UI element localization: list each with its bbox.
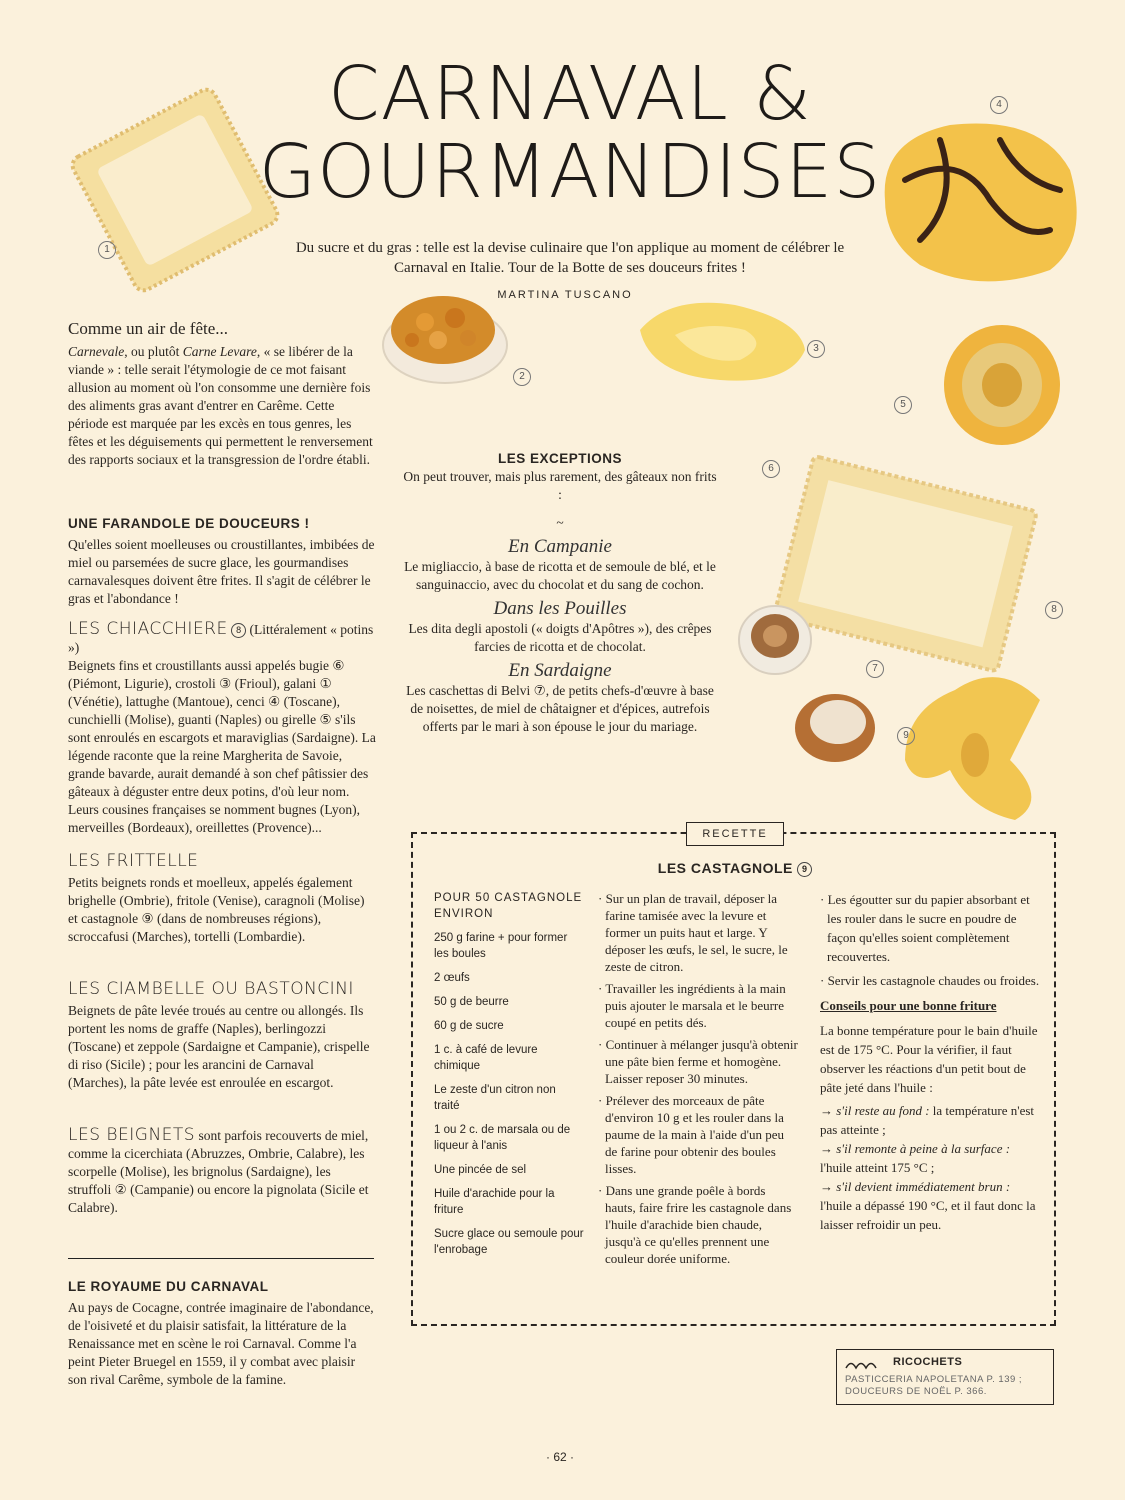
page-number: · 62 · <box>545 1450 574 1464</box>
pic-number-4: 4 <box>990 96 1008 114</box>
royaume-title: LE ROYAUME DU CARNAVAL <box>68 1279 269 1294</box>
section-beignets <box>68 1126 376 1217</box>
farandole-title: UNE FARANDOLE DE DOUCEURS ! <box>68 516 310 531</box>
ingredient: 50 g de beurre <box>434 996 509 1008</box>
conseils-title: Conseils pour une bonne friture <box>820 998 997 1013</box>
divider <box>68 1258 374 1259</box>
pic-number-7: 7 <box>866 660 884 678</box>
pic-number-2: 2 <box>513 368 531 386</box>
recipe-serving: POUR 50 CASTAGNOLE ENVIRON <box>434 892 583 920</box>
pic-number-6: 6 <box>762 460 780 478</box>
ricochet-link: PASTICCERIA NAPOLETANA P. 139 ; <box>845 1374 1023 1385</box>
pastry-caschettas-image <box>739 606 811 674</box>
exceptions-title: LES EXCEPTIONS <box>497 451 623 466</box>
farandole-text: Qu'elles soient moelleuses ou croustillantes, imbibées de miel ou parsemées de sucre glace, les gourmandises carnavalesques doivent être frites. Il s'agit de célébrer le gras et l'abondance ! <box>68 537 375 606</box>
conseil-3: → s'il devient immédiatement brun : l'huile a dépassé 190 °C, et il faut donc la laisser refroidir un peu. <box>820 1179 1036 1232</box>
section-royaume <box>68 1278 376 1389</box>
num-8-icon: 8 <box>231 623 246 638</box>
recipe-step: · Continuer à mélanger jusqu'à obtenir une pâte bien ferme et homogène. Laisser reposer 30 minutes. <box>598 1037 798 1086</box>
ingredient: Le zeste d'un citron non traité <box>434 1084 556 1112</box>
recipe-step: · Prélever des morceaux de pâte d'environ 10 g et les rouler dans la paume de la main à l'aide d'un peu de farine pour obtenir des boules lisses. <box>598 1093 785 1176</box>
beignets-text: sont parfois recouverts de miel, comme la cicerchiata (Abruzzes, Ombrie, Calabre), les scorpelle (Molise), les brignolus (Sardaigne), les struffoli ② (Campanie) ou encore la pignolata (Sicile et Calabre). <box>68 1128 369 1215</box>
section-exceptions <box>400 450 720 736</box>
pastry-castagnole-image <box>795 694 875 762</box>
conseils-text: La bonne température pour le bain d'huile est de 175 °C. Pour la vérifier, il faut observer les réactions d'un petit bout de pâte jeté dans l'huile : <box>820 1023 1038 1095</box>
pastry-struffoli-image <box>383 296 507 383</box>
title-line-1: CARNAVAL & <box>328 51 812 137</box>
ingredient: 2 œufs <box>434 972 470 984</box>
section-farandole <box>68 515 376 608</box>
intro-text: Du sucre et du gras : telle est la devise culinaire que l'on applique au moment de célébrer le Carnaval en Italie. Tour de la Botte de ses douceurs frites ! <box>295 240 845 276</box>
recipe-steps <box>598 890 798 1272</box>
exceptions-tilde: ~ <box>556 515 564 530</box>
section-fete <box>68 320 376 469</box>
ciambelle-title: LES CIAMBELLE OU BASTONCINI <box>68 979 354 999</box>
recipe-step: · Les égoutter sur du papier absorbant et les rouler dans le sucre en poudre de façon qu'elles soient complètement recouvertes. <box>820 892 1030 964</box>
ciambelle-text: Beignets de pâte levée troués au centre ou allongés. Ils portent les noms de graffe (Naples), berlingozzi (Toscane) et zeppole (Sardaigne et Campanie), crispelle di riso (Sicile) ; pour les arancini de Carnaval (Marches), la pâte levée est enroulée en escargot. <box>68 1003 370 1090</box>
ingredient: Huile d'arachide pour la friture <box>434 1188 555 1216</box>
ingredient: Sucre glace ou semoule pour l'enrobage <box>434 1228 584 1256</box>
beignets-title: LES BEIGNETS <box>68 1125 196 1145</box>
section-ciambelle <box>68 980 376 1092</box>
title-line-2: GOURMANDISES <box>258 129 882 215</box>
recipe-title: LES CASTAGNOLE 9 <box>560 860 910 877</box>
fete-text: Carnevale, ou plutôt Carne Levare, « se libérer de la viande » : telle serait l'étymologie de ce mot faisant allusion au moment où l'on consomme une dernière fois des aliments gras avant d'entrer en Carême. Cette période est marquée par les excès en tous genres, les fêtes et les déguisements qui permettent le renversement des rapports sociaux et la transgression de l'ordre établi. <box>68 344 373 467</box>
region-pouilles: Dans les Pouilles <box>493 598 627 619</box>
recipe-step: · Sur un plan de travail, déposer la farine tamisée avec la levure et former un puits haut et large. Y déposer les œufs, le sel, le sucre, le zeste de citron. <box>598 891 788 974</box>
recipe-steps-2 <box>820 890 1040 1234</box>
conseil-1: → s'il reste au fond : la température n'est pas atteinte ; <box>820 1103 1035 1137</box>
pic-number-3: 3 <box>807 340 825 358</box>
pastry-farfalle-image <box>905 677 1040 820</box>
author: MARTINA TUSCANO <box>497 289 633 301</box>
recipe-step: · Dans une grande poêle à bords hauts, faire frire les castagnole dans l'huile d'arachide bien chaude, jusqu'à ce qu'elles prennent une couleur dorée uniforme. <box>598 1183 792 1266</box>
ricochets-box <box>836 1349 1054 1405</box>
pastry-bugie-image <box>774 456 1037 672</box>
pic-number-9: 9 <box>897 727 915 745</box>
region-pouilles-text: Les dita degli apostoli (« doigts d'Apôtres »), des crêpes farcies de ricotta et de chocolat. <box>408 621 712 654</box>
num-9-icon: 9 <box>797 862 812 877</box>
region-campanie: En Campanie <box>508 536 612 557</box>
recipe-step: · Travailler les ingrédients à la main puis ajouter le marsala et le beurre coupé en petits dés. <box>598 981 786 1030</box>
region-campanie-text: Le migliaccio, à base de ricotta et de semoule de blé, et le sanguinaccio, avec du chocolat et du sang de cochon. <box>404 559 716 592</box>
recipe-ingredients <box>434 890 584 1266</box>
chiacchiere-title: LES CHIACCHIERE <box>68 619 228 639</box>
chiacchiere-text: Beignets fins et croustillants aussi appelés bugie ⑥ (Piémont, Ligurie), crostoli ③ (Frioul), galani ① (Vénétie), lattughe (Mantoue), cenci ④ (Toscane), cunchielli (Molise), guanti (Naples) ou girelle ⑤ s'ils sont enroulés en escargots et maraviglias (Sardaigne). La légende raconte que la reine Margherita de Savoie, grande bavarde, aurait demandé à son chef pâtissier des gâteaux à déguster entre deux potins, d'où leur nom. Leurs cousines françaises se nomment bugnes (Lyon), merveilles (Bordeaux), oreillettes (Provence)... <box>68 658 376 835</box>
ingredient: 60 g de sucre <box>434 1020 504 1032</box>
chiacchiere-note: (Littéralement « potins ») <box>68 622 374 655</box>
ingredient: 250 g farine + pour former les boules <box>434 932 568 960</box>
ricochets-links <box>845 1374 1022 1398</box>
section-chiacchiere <box>68 620 376 837</box>
ingredient: 1 ou 2 c. de marsala ou de liqueur à l'anis <box>434 1124 571 1152</box>
ricochet-link: DOUCEURS DE NOËL P. 366. <box>845 1386 987 1397</box>
royaume-text: Au pays de Cocagne, contrée imaginaire de l'abondance, de l'oisiveté et du plaisir satisfait, la littérature de la Renaissance met en scène le roi Carnaval. Comme l'a peint Pieter Bruegel en 1559, il y combat avec plaisir son rival Carême, symbole de la famine. <box>68 1300 374 1387</box>
recipe-tag: RECETTE <box>686 822 784 846</box>
pic-number-5: 5 <box>894 396 912 414</box>
region-sardaigne: En Sardaigne <box>508 660 612 681</box>
pic-number-8: 8 <box>1045 601 1063 619</box>
fete-title: Comme un air de fête... <box>68 319 229 338</box>
wave-icon <box>845 1358 881 1370</box>
section-frittelle <box>68 852 376 946</box>
page-title <box>230 51 910 215</box>
pastry-crostoli-image <box>640 303 805 381</box>
recipe-step: · Servir les castagnole chaudes ou froides. <box>820 973 1040 988</box>
pastry-cenci-image <box>885 123 1077 281</box>
frittelle-text: Petits beignets ronds et moelleux, appelés également brighelle (Ombrie), fritole (Venise), caragnoli (Molise) et castagnole ⑨ (dans de nombreuses régions), scroccafusi (Marches), tortelli (Lombardie). <box>68 875 365 944</box>
exceptions-subtitle: On peut trouver, mais plus rarement, des gâteaux non frits : <box>403 469 717 502</box>
ingredient: 1 c. à café de levure chimique <box>434 1044 538 1072</box>
conseil-2: → s'il remonte à peine à la surface : l'huile atteint 175 °C ; <box>820 1141 1011 1175</box>
frittelle-title: LES FRITTELLE <box>68 851 199 871</box>
ricochets-label: RICOCHETS <box>893 1356 963 1368</box>
pastry-girelle-image <box>944 325 1060 445</box>
ingredient: Une pincée de sel <box>434 1164 527 1176</box>
region-sardaigne-text: Les caschettas di Belvi ⑦, de petits chefs-d'œuvre à base de noisettes, de miel de châtaigner et d'épices, autrefois offerts par le mari à son épouse le jour du mariage. <box>406 683 714 734</box>
pic-number-1: 1 <box>98 241 116 259</box>
